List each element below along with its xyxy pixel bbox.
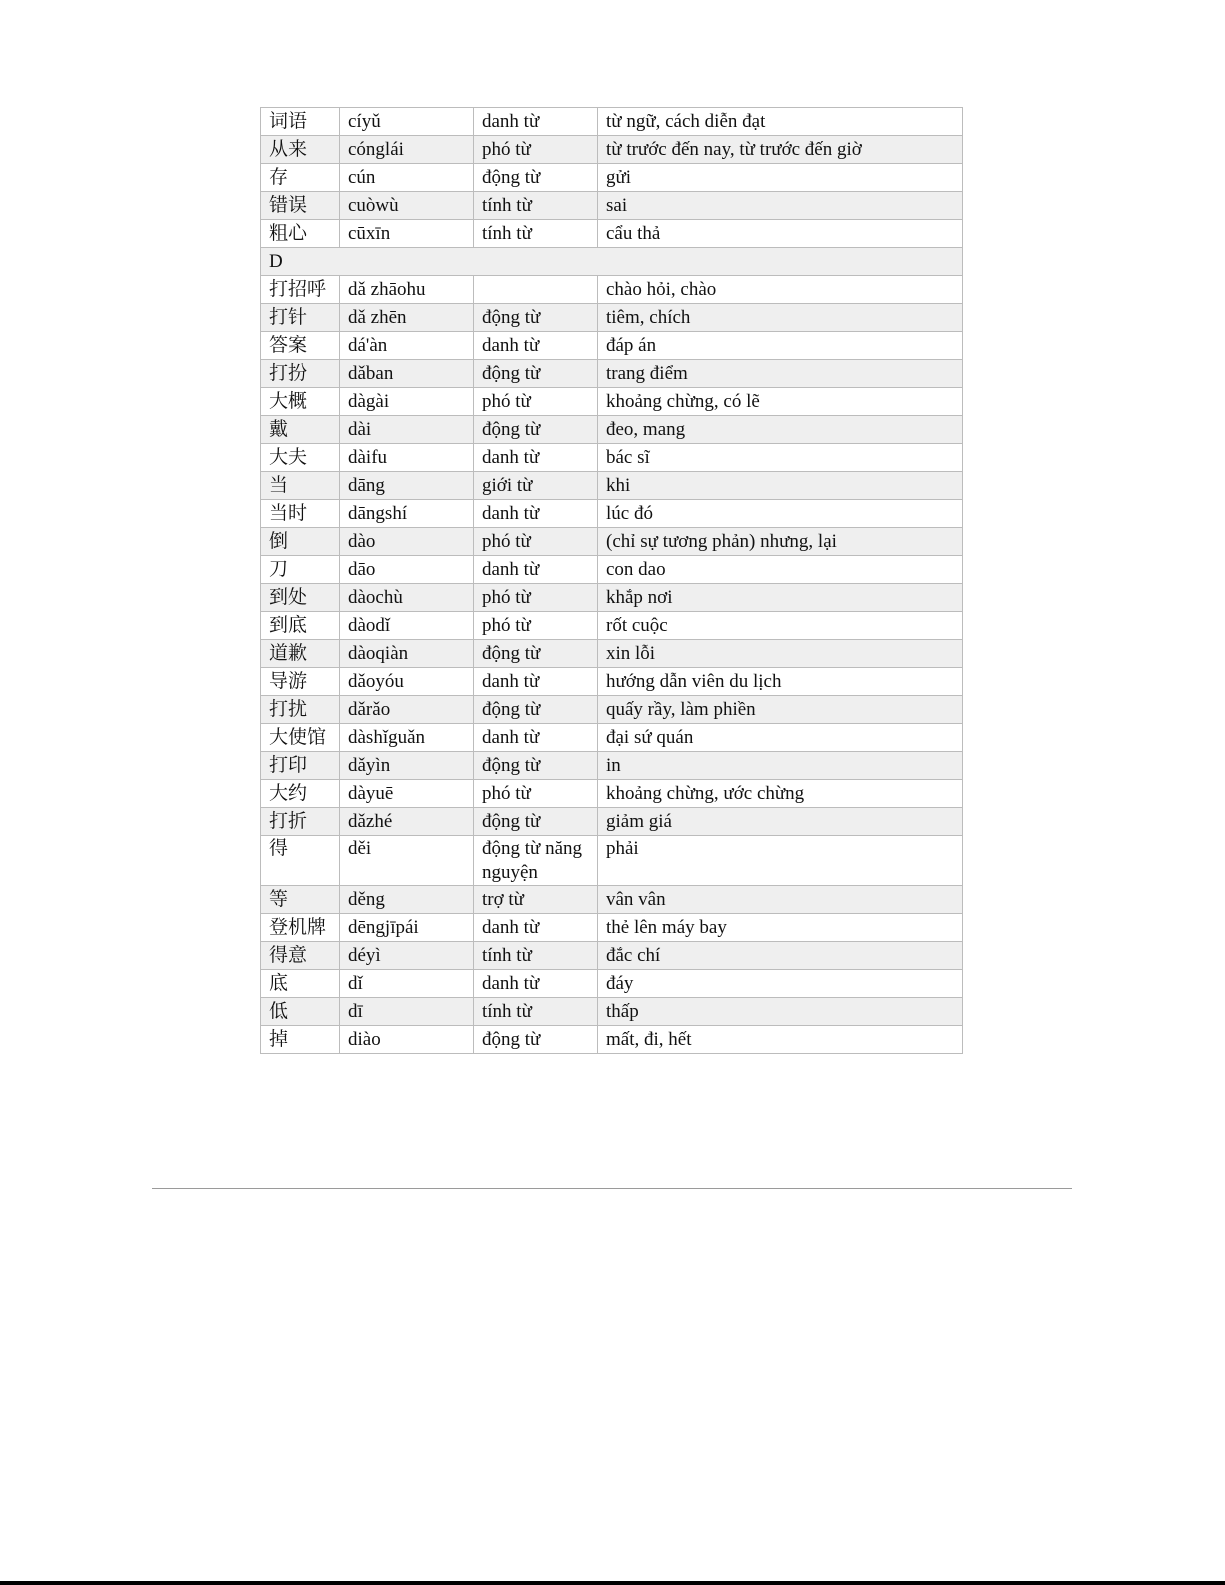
cell-meaning: lúc đó — [598, 500, 963, 528]
table-row — [261, 998, 963, 1026]
cell-meaning: chào hỏi, chào — [598, 276, 963, 304]
cell-hanzi: 当时 — [261, 500, 340, 528]
cell-pinyin: cónglái — [340, 136, 474, 164]
cell-pinyin: dī — [340, 998, 474, 1026]
cell-part-of-speech: động từ — [474, 640, 598, 668]
cell-hanzi: 打折 — [261, 808, 340, 836]
cell-pinyin: dǎoyóu — [340, 668, 474, 696]
cell-hanzi: 倒 — [261, 528, 340, 556]
cell-meaning: (chỉ sự tương phản) nhưng, lại — [598, 528, 963, 556]
cell-meaning: cẩu thả — [598, 220, 963, 248]
table-row — [261, 220, 963, 248]
cell-meaning: phải — [598, 836, 963, 886]
cell-meaning: khoảng chừng, có lẽ — [598, 388, 963, 416]
cell-part-of-speech: phó từ — [474, 528, 598, 556]
cell-part-of-speech: danh từ — [474, 914, 598, 942]
table-row — [261, 192, 963, 220]
cell-meaning: vân vân — [598, 886, 963, 914]
cell-hanzi: 大夫 — [261, 444, 340, 472]
cell-hanzi: 存 — [261, 164, 340, 192]
table-row — [261, 640, 963, 668]
cell-pinyin: dàshǐguǎn — [340, 724, 474, 752]
cell-meaning: rốt cuộc — [598, 612, 963, 640]
cell-part-of-speech — [474, 276, 598, 304]
table-row — [261, 136, 963, 164]
table-row — [261, 416, 963, 444]
cell-pinyin: cún — [340, 164, 474, 192]
table-row — [261, 276, 963, 304]
cell-pinyin: dào — [340, 528, 474, 556]
cell-part-of-speech: phó từ — [474, 780, 598, 808]
table-row — [261, 500, 963, 528]
cell-hanzi: 从来 — [261, 136, 340, 164]
cell-meaning: khắp nơi — [598, 584, 963, 612]
cell-part-of-speech: phó từ — [474, 584, 598, 612]
table-row — [261, 108, 963, 136]
table-row — [261, 942, 963, 970]
cell-pinyin: dǎzhé — [340, 808, 474, 836]
cell-meaning: đáp án — [598, 332, 963, 360]
cell-meaning: thẻ lên máy bay — [598, 914, 963, 942]
table-row — [261, 668, 963, 696]
cell-pinyin: diào — [340, 1026, 474, 1054]
cell-hanzi: 低 — [261, 998, 340, 1026]
cell-meaning: đeo, mang — [598, 416, 963, 444]
cell-part-of-speech: động từ — [474, 752, 598, 780]
table-row — [261, 914, 963, 942]
vocabulary-table — [260, 107, 963, 1054]
table-row — [261, 752, 963, 780]
cell-part-of-speech: danh từ — [474, 500, 598, 528]
table-row — [261, 388, 963, 416]
cell-hanzi: 底 — [261, 970, 340, 998]
cell-pinyin: dēngjīpái — [340, 914, 474, 942]
cell-part-of-speech: tính từ — [474, 192, 598, 220]
cell-part-of-speech: động từ — [474, 164, 598, 192]
cell-meaning: đắc chí — [598, 942, 963, 970]
table-row — [261, 584, 963, 612]
cell-pinyin: dǐ — [340, 970, 474, 998]
cell-pinyin: dǎ zhēn — [340, 304, 474, 332]
cell-meaning: trang điểm — [598, 360, 963, 388]
table-row — [261, 472, 963, 500]
cell-meaning: bác sĩ — [598, 444, 963, 472]
cell-pinyin: dāngshí — [340, 500, 474, 528]
cell-hanzi: 道歉 — [261, 640, 340, 668]
cell-meaning: giảm giá — [598, 808, 963, 836]
cell-hanzi: 打针 — [261, 304, 340, 332]
cell-pinyin: děi — [340, 836, 474, 886]
cell-hanzi: 到处 — [261, 584, 340, 612]
cell-hanzi: 当 — [261, 472, 340, 500]
cell-part-of-speech: tính từ — [474, 220, 598, 248]
table-row — [261, 304, 963, 332]
cell-part-of-speech: danh từ — [474, 444, 598, 472]
cell-part-of-speech: động từ — [474, 304, 598, 332]
table-row — [261, 780, 963, 808]
cell-part-of-speech: động từ năng nguyện — [474, 836, 598, 886]
cell-meaning: từ trước đến nay, từ trước đến giờ — [598, 136, 963, 164]
cell-hanzi: 得意 — [261, 942, 340, 970]
table-row — [261, 360, 963, 388]
cell-part-of-speech: trợ từ — [474, 886, 598, 914]
cell-part-of-speech: phó từ — [474, 388, 598, 416]
cell-pinyin: dǎ zhāohu — [340, 276, 474, 304]
cell-hanzi: 导游 — [261, 668, 340, 696]
table-row — [261, 528, 963, 556]
cell-pinyin: dàyuē — [340, 780, 474, 808]
cell-part-of-speech: động từ — [474, 808, 598, 836]
cell-hanzi: 戴 — [261, 416, 340, 444]
cell-pinyin: dǎban — [340, 360, 474, 388]
table-row — [261, 164, 963, 192]
table-row — [261, 612, 963, 640]
cell-pinyin: dàgài — [340, 388, 474, 416]
table-row — [261, 970, 963, 998]
cell-meaning: xin lỗi — [598, 640, 963, 668]
cell-pinyin: dǎrǎo — [340, 696, 474, 724]
cell-meaning: quấy rầy, làm phiền — [598, 696, 963, 724]
table-row — [261, 836, 963, 886]
cell-meaning: khi — [598, 472, 963, 500]
cell-hanzi: 大概 — [261, 388, 340, 416]
cell-meaning: tiêm, chích — [598, 304, 963, 332]
cell-part-of-speech: động từ — [474, 1026, 598, 1054]
cell-meaning: đại sứ quán — [598, 724, 963, 752]
cell-part-of-speech: danh từ — [474, 970, 598, 998]
cell-meaning: đáy — [598, 970, 963, 998]
cell-part-of-speech: danh từ — [474, 108, 598, 136]
cell-part-of-speech: danh từ — [474, 556, 598, 584]
cell-hanzi: 打扰 — [261, 696, 340, 724]
cell-pinyin: dàochù — [340, 584, 474, 612]
cell-hanzi: 错误 — [261, 192, 340, 220]
cell-hanzi: 词语 — [261, 108, 340, 136]
cell-meaning: mất, đi, hết — [598, 1026, 963, 1054]
cell-hanzi: 得 — [261, 836, 340, 886]
cell-part-of-speech: danh từ — [474, 668, 598, 696]
cell-pinyin: dài — [340, 416, 474, 444]
cell-meaning: sai — [598, 192, 963, 220]
cell-pinyin: cūxīn — [340, 220, 474, 248]
cell-pinyin: cuòwù — [340, 192, 474, 220]
cell-pinyin: dāng — [340, 472, 474, 500]
cell-hanzi: 打扮 — [261, 360, 340, 388]
cell-part-of-speech: giới từ — [474, 472, 598, 500]
cell-part-of-speech: tính từ — [474, 998, 598, 1026]
cell-hanzi: 到底 — [261, 612, 340, 640]
cell-hanzi: 等 — [261, 886, 340, 914]
cell-part-of-speech: phó từ — [474, 136, 598, 164]
cell-part-of-speech: tính từ — [474, 942, 598, 970]
cell-hanzi: 刀 — [261, 556, 340, 584]
cell-pinyin: dàodǐ — [340, 612, 474, 640]
cell-pinyin: děng — [340, 886, 474, 914]
section-header-row — [261, 248, 963, 276]
vocabulary-table-body — [261, 108, 963, 1054]
table-row — [261, 556, 963, 584]
cell-part-of-speech: danh từ — [474, 332, 598, 360]
cell-pinyin: dá'àn — [340, 332, 474, 360]
cell-hanzi: 粗心 — [261, 220, 340, 248]
cell-meaning: khoảng chừng, ước chừng — [598, 780, 963, 808]
cell-part-of-speech: động từ — [474, 416, 598, 444]
page-divider — [152, 1188, 1072, 1189]
table-row — [261, 696, 963, 724]
cell-hanzi: 掉 — [261, 1026, 340, 1054]
table-row — [261, 724, 963, 752]
table-row — [261, 808, 963, 836]
cell-pinyin: déyì — [340, 942, 474, 970]
cell-part-of-speech: động từ — [474, 696, 598, 724]
page-bottom-edge — [0, 1581, 1225, 1585]
cell-pinyin: dàifu — [340, 444, 474, 472]
cell-hanzi: 大使馆 — [261, 724, 340, 752]
table-row — [261, 332, 963, 360]
cell-meaning: in — [598, 752, 963, 780]
cell-part-of-speech: phó từ — [474, 612, 598, 640]
table-row — [261, 1026, 963, 1054]
cell-hanzi: 打印 — [261, 752, 340, 780]
cell-meaning: gửi — [598, 164, 963, 192]
cell-pinyin: dàoqiàn — [340, 640, 474, 668]
cell-hanzi: 答案 — [261, 332, 340, 360]
cell-hanzi: 登机牌 — [261, 914, 340, 942]
cell-part-of-speech: động từ — [474, 360, 598, 388]
cell-part-of-speech: danh từ — [474, 724, 598, 752]
cell-pinyin: cíyǔ — [340, 108, 474, 136]
cell-meaning: hướng dẫn viên du lịch — [598, 668, 963, 696]
cell-meaning: từ ngữ, cách diễn đạt — [598, 108, 963, 136]
cell-pinyin: dāo — [340, 556, 474, 584]
cell-meaning: con dao — [598, 556, 963, 584]
cell-meaning: thấp — [598, 998, 963, 1026]
table-row — [261, 444, 963, 472]
cell-pinyin: dǎyìn — [340, 752, 474, 780]
cell-hanzi: 大约 — [261, 780, 340, 808]
section-letter: D — [261, 248, 963, 276]
cell-hanzi: 打招呼 — [261, 276, 340, 304]
table-row — [261, 886, 963, 914]
